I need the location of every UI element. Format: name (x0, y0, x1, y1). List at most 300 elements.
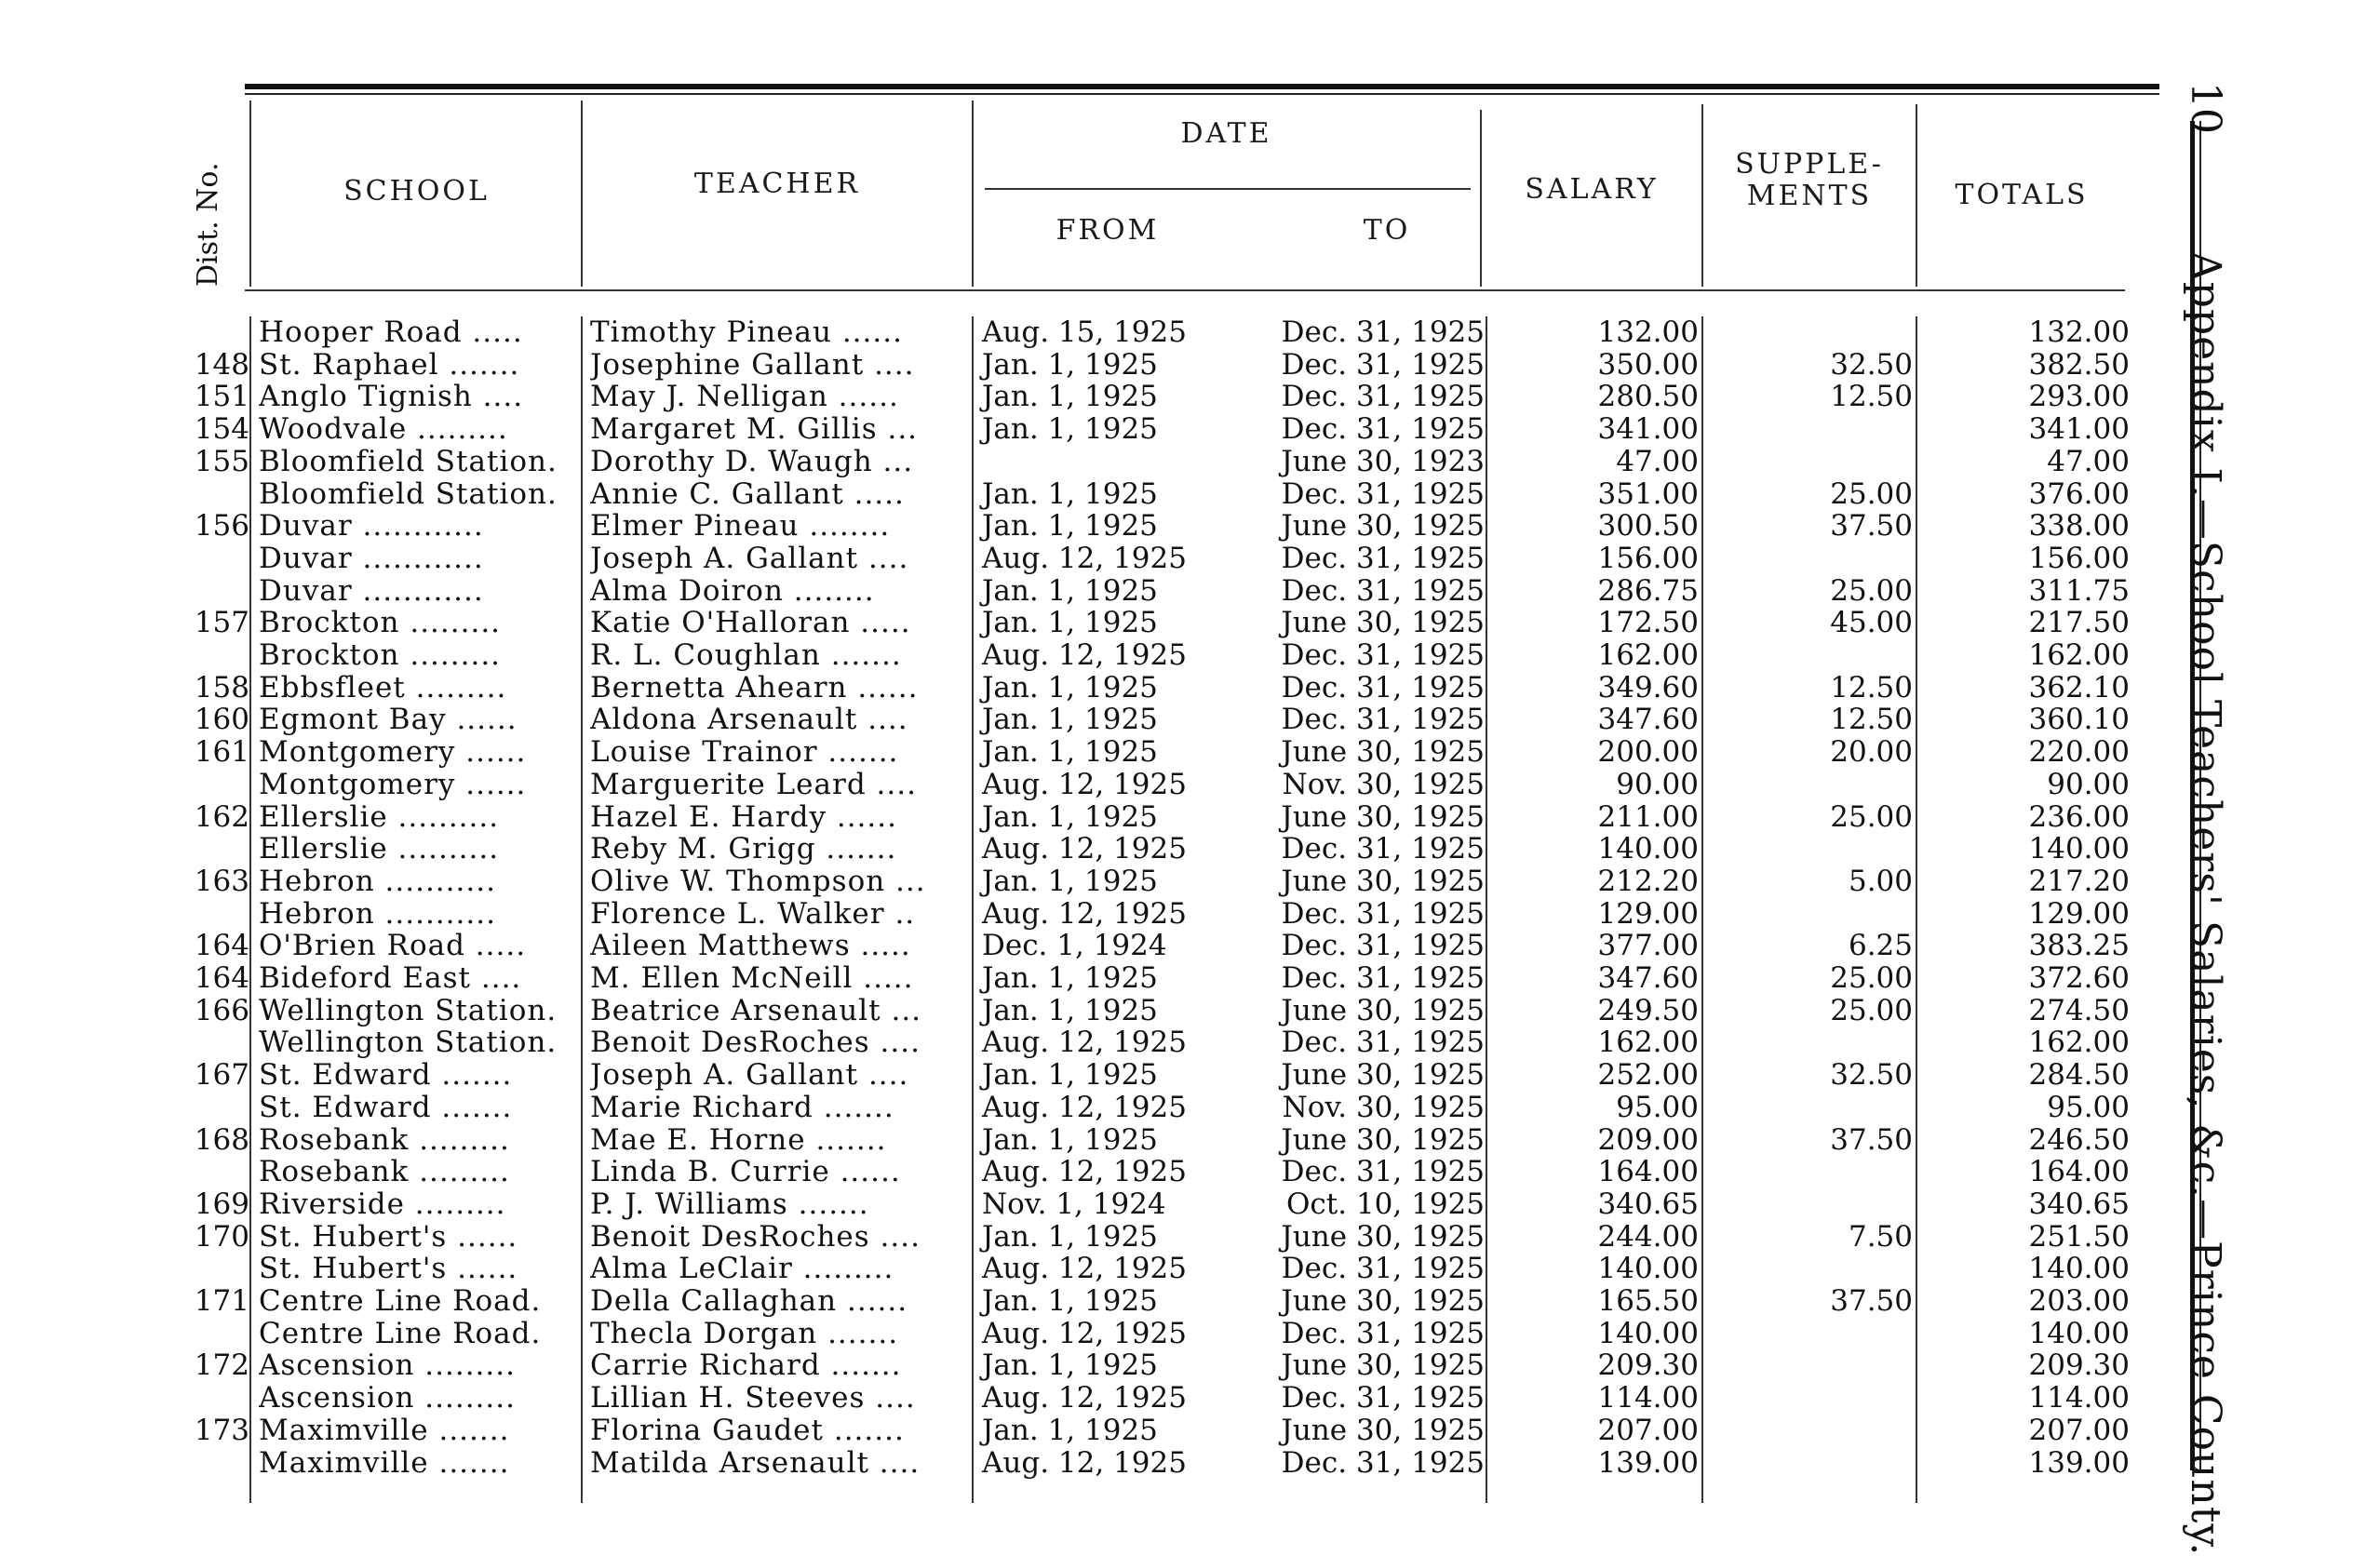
dist-no-cell: 169 (194, 1187, 249, 1221)
school-cell: Duvar ............ (259, 510, 484, 542)
salary-cell: 90.00 (1616, 768, 1699, 801)
date-from-cell: Jan. 1, 1925 (982, 671, 1158, 704)
header-divider-teacher (972, 101, 974, 287)
school-cell: Ellerslie .......... (259, 833, 500, 865)
total-cell: 376.00 (2028, 477, 2130, 511)
page-number: 10 (2182, 82, 2229, 134)
teacher-cell: Reby M. Grigg ....... (590, 833, 897, 865)
salary-cell: 47.00 (1616, 445, 1699, 478)
supplements-cell: 6.25 (1848, 929, 1913, 962)
supplements-cell: 7.50 (1848, 1220, 1913, 1254)
date-from-cell: Aug. 12, 1925 (982, 897, 1187, 931)
salary-cell: 244.00 (1597, 1220, 1699, 1254)
table-row (0, 478, 2141, 510)
header-dist-no: Dist. No. (192, 162, 224, 287)
date-from-cell: Aug. 12, 1925 (982, 542, 1187, 575)
school-cell: Hebron ........... (259, 865, 496, 897)
total-cell: 340.65 (2028, 1187, 2130, 1221)
salary-cell: 140.00 (1597, 832, 1699, 865)
total-cell: 338.00 (2028, 509, 2130, 543)
total-cell: 383.25 (2028, 929, 2130, 962)
teacher-cell: Bernetta Ahearn ...... (590, 672, 919, 704)
date-to-cell: Dec. 31, 1925 (1281, 1252, 1485, 1285)
dist-no-cell: 164 (194, 961, 249, 995)
header-salary: SALARY (1525, 173, 1659, 206)
salary-cell: 114.00 (1597, 1381, 1699, 1415)
total-cell: 362.10 (2028, 671, 2130, 704)
salary-cell: 351.00 (1597, 477, 1699, 511)
date-to-cell: Nov. 30, 1925 (1282, 768, 1485, 801)
school-cell: Ascension ......... (259, 1349, 516, 1381)
salary-cell: 207.00 (1597, 1414, 1699, 1447)
school-cell: Duvar ............ (259, 543, 484, 574)
supplements-cell: 37.50 (1830, 509, 1913, 543)
date-from-cell: Jan. 1, 1925 (982, 800, 1158, 834)
dist-no-cell: 170 (194, 1220, 249, 1254)
total-cell: 209.30 (2028, 1348, 2130, 1382)
top-rule-thin (245, 93, 2159, 95)
salary-cell: 156.00 (1597, 542, 1699, 575)
header-divider-date (1480, 110, 1482, 287)
supplements-cell: 37.50 (1830, 1284, 1913, 1318)
salary-cell: 139.00 (1597, 1446, 1699, 1480)
date-from-cell: Dec. 1, 1924 (982, 929, 1167, 962)
total-cell: 251.50 (2028, 1220, 2130, 1254)
date-from-cell: Jan. 1, 1925 (982, 735, 1158, 769)
supplements-cell: 5.00 (1848, 865, 1913, 898)
total-cell: 311.75 (2028, 574, 2130, 608)
table-row (0, 1156, 2141, 1187)
total-cell: 139.00 (2028, 1446, 2130, 1480)
salary-cell: 280.50 (1597, 380, 1699, 413)
salary-cell: 350.00 (1597, 348, 1699, 382)
teacher-cell: Carrie Richard ....... (590, 1349, 902, 1381)
date-to-cell: Dec. 31, 1925 (1281, 897, 1485, 931)
teacher-cell: Elmer Pineau ........ (590, 510, 891, 542)
date-to-cell: June 30, 1925 (1281, 735, 1485, 769)
table-row (0, 704, 2141, 735)
header-teacher: TEACHER (693, 168, 861, 200)
supplements-cell: 12.50 (1830, 671, 1913, 704)
teacher-cell: Joseph A. Gallant .... (590, 543, 909, 574)
date-to-cell: June 30, 1925 (1281, 1284, 1485, 1318)
total-cell: 203.00 (2028, 1284, 2130, 1318)
date-to-cell: Dec. 31, 1925 (1281, 348, 1485, 382)
school-cell: Maximville ....... (259, 1415, 510, 1446)
teacher-cell: Alma LeClair ......... (590, 1253, 894, 1284)
header-divider-supplements (1916, 104, 1917, 287)
table-row (0, 316, 2141, 348)
teacher-cell: Mae E. Horne ....... (590, 1124, 887, 1156)
header-from: FROM (1056, 214, 1160, 247)
header-school: SCHOOL (343, 175, 490, 208)
table-row (0, 1349, 2141, 1381)
dist-no-cell: 172 (194, 1348, 249, 1382)
date-from-cell: Jan. 1, 1925 (982, 1058, 1158, 1092)
supplements-cell: 25.00 (1830, 477, 1913, 511)
table-row (0, 413, 2141, 445)
teacher-cell: Aldona Arsenault .... (590, 704, 908, 735)
date-to-cell: Oct. 10, 1925 (1286, 1187, 1485, 1221)
supplements-cell: 25.00 (1830, 961, 1913, 995)
table-row (0, 1026, 2141, 1058)
school-cell: St. Raphael ....... (259, 349, 520, 381)
salary-cell: 347.60 (1597, 703, 1699, 736)
date-from-cell: Aug. 12, 1925 (982, 1155, 1187, 1188)
dist-no-cell: 168 (194, 1123, 249, 1157)
date-to-cell: June 30, 1925 (1281, 1414, 1485, 1447)
table-row (0, 1059, 2141, 1091)
table-row (0, 736, 2141, 768)
dist-no-cell: 154 (194, 412, 249, 446)
salary-cell: 162.00 (1597, 638, 1699, 672)
teacher-cell: Aileen Matthews ..... (590, 930, 911, 961)
header-supplements-line2: MENTS (1746, 180, 1873, 212)
table-row (0, 1318, 2141, 1349)
header-divider-salary (1701, 104, 1703, 287)
date-from-cell: Jan. 1, 1925 (982, 412, 1158, 446)
total-cell: 140.00 (2028, 1317, 2130, 1350)
school-cell: Centre Line Road. (259, 1318, 542, 1349)
running-head: Appendix I.—School Teachers' Salaries, &c.—Prince County. (2182, 251, 2229, 1556)
school-cell: Woodvale ......... (259, 413, 508, 445)
school-cell: Montgomery ...... (259, 736, 527, 768)
dist-no-cell: 171 (194, 1284, 249, 1318)
date-from-cell: Aug. 12, 1925 (982, 832, 1187, 865)
date-to-cell: Dec. 31, 1925 (1281, 315, 1485, 349)
date-to-cell: Dec. 31, 1925 (1281, 380, 1485, 413)
teacher-cell: Margaret M. Gillis ... (590, 413, 919, 445)
date-from-cell: Aug. 12, 1925 (982, 1446, 1187, 1480)
table-row (0, 639, 2141, 671)
total-cell: 284.50 (2028, 1058, 2130, 1092)
total-cell: 114.00 (2028, 1381, 2130, 1415)
total-cell: 140.00 (2028, 832, 2130, 865)
school-cell: Hooper Road ..... (259, 316, 523, 348)
teacher-cell: Florence L. Walker .. (590, 898, 916, 930)
salary-cell: 200.00 (1597, 735, 1699, 769)
date-to-cell: Dec. 31, 1925 (1281, 542, 1485, 575)
salary-cell: 162.00 (1597, 1026, 1699, 1059)
salary-cell: 140.00 (1597, 1317, 1699, 1350)
teacher-cell: M. Ellen McNeill ..... (590, 962, 914, 994)
salary-cell: 132.00 (1597, 315, 1699, 349)
total-cell: 236.00 (2028, 800, 2130, 834)
salary-cell: 286.75 (1597, 574, 1699, 608)
school-cell: Ellerslie .......... (259, 801, 500, 833)
total-cell: 360.10 (2028, 703, 2130, 736)
salary-cell: 209.30 (1597, 1348, 1699, 1382)
total-cell: 164.00 (2028, 1155, 2130, 1188)
salary-cell: 300.50 (1597, 509, 1699, 543)
header-bottom-rule (245, 289, 2125, 291)
total-cell: 90.00 (2047, 768, 2130, 801)
table-row (0, 962, 2141, 994)
teacher-cell: Joseph A. Gallant .... (590, 1059, 909, 1091)
total-cell: 217.20 (2028, 865, 2130, 898)
salary-cell: 347.60 (1597, 961, 1699, 995)
school-cell: St. Edward ....... (259, 1092, 513, 1123)
salary-cell: 340.65 (1597, 1187, 1699, 1221)
date-from-cell: Aug. 12, 1925 (982, 1026, 1187, 1059)
dist-no-cell: 148 (194, 348, 249, 382)
teacher-cell: Linda B. Currie ...... (590, 1156, 901, 1187)
date-from-cell: Jan. 1, 1925 (982, 961, 1158, 995)
date-from-cell: Aug. 12, 1925 (982, 768, 1187, 801)
table-row (0, 607, 2141, 638)
school-cell: Brockton ......... (259, 639, 502, 671)
dist-no-cell: 166 (194, 994, 249, 1027)
school-cell: Riverside ......... (259, 1188, 506, 1220)
supplements-cell: 25.00 (1830, 574, 1913, 608)
total-cell: 293.00 (2028, 380, 2130, 413)
salary-cell: 164.00 (1597, 1155, 1699, 1188)
dist-no-cell: 161 (194, 735, 249, 769)
teacher-cell: Beatrice Arsenault ... (590, 995, 922, 1026)
table-row (0, 1382, 2141, 1414)
table-row (0, 930, 2141, 961)
date-subheader-rule (985, 188, 1471, 190)
teacher-cell: Benoit DesRoches .... (590, 1026, 921, 1058)
teacher-cell: Marie Richard ....... (590, 1092, 894, 1123)
total-cell: 274.50 (2028, 994, 2130, 1027)
date-to-cell: Dec. 31, 1925 (1281, 574, 1485, 608)
table-row (0, 1447, 2141, 1479)
table-row (0, 769, 2141, 800)
date-to-cell: Dec. 31, 1925 (1281, 1317, 1485, 1350)
school-cell: St. Hubert's ...... (259, 1221, 518, 1253)
date-from-cell: Jan. 1, 1925 (982, 1220, 1158, 1254)
table-row (0, 575, 2141, 607)
table-row (0, 1124, 2141, 1156)
school-cell: Egmont Bay ...... (259, 704, 518, 735)
salary-cell: 209.00 (1597, 1123, 1699, 1157)
school-cell: Rosebank ......... (259, 1156, 510, 1187)
date-to-cell: June 30, 1925 (1281, 800, 1485, 834)
total-cell: 207.00 (2028, 1414, 2130, 1447)
salary-cell: 129.00 (1597, 897, 1699, 931)
date-from-cell: Aug. 12, 1925 (982, 1317, 1187, 1350)
table-row (0, 1253, 2141, 1284)
teacher-cell: Josephine Gallant .... (590, 349, 915, 381)
table-row (0, 898, 2141, 930)
teacher-cell: Timothy Pineau ...... (590, 316, 903, 348)
school-cell: Bloomfield Station. (259, 478, 558, 510)
school-cell: Duvar ............ (259, 575, 484, 607)
total-cell: 372.60 (2028, 961, 2130, 995)
teacher-cell: Katie O'Halloran ..... (590, 607, 911, 638)
date-from-cell: Aug. 12, 1925 (982, 1091, 1187, 1124)
date-to-cell: June 30, 1925 (1281, 1348, 1485, 1382)
table-row (0, 510, 2141, 542)
total-cell: 95.00 (2047, 1091, 2130, 1124)
teacher-cell: Alma Doiron ........ (590, 575, 875, 607)
salary-cell: 249.50 (1597, 994, 1699, 1027)
teacher-cell: Dorothy D. Waugh ... (590, 446, 914, 477)
date-to-cell: Dec. 31, 1925 (1281, 671, 1485, 704)
date-to-cell: June 30, 1925 (1281, 994, 1485, 1027)
header-supplements (1706, 149, 1913, 212)
header-totals: TOTALS (1955, 179, 2089, 211)
teacher-cell: Marguerite Leard .... (590, 769, 917, 800)
table-row (0, 1188, 2141, 1220)
table-row (0, 865, 2141, 897)
date-to-cell: Dec. 31, 1925 (1281, 1026, 1485, 1059)
teacher-cell: P. J. Williams ....... (590, 1188, 869, 1220)
header-to: TO (1363, 214, 1411, 247)
date-to-cell: June 30, 1925 (1281, 1123, 1485, 1157)
date-to-cell: Nov. 30, 1925 (1282, 1091, 1485, 1124)
date-from-cell: Aug. 12, 1925 (982, 638, 1187, 672)
salary-cell: 349.60 (1597, 671, 1699, 704)
date-to-cell: Dec. 31, 1925 (1281, 1381, 1485, 1415)
table-row (0, 833, 2141, 865)
date-to-cell: Dec. 31, 1925 (1281, 961, 1485, 995)
date-to-cell: June 30, 1925 (1281, 1220, 1485, 1254)
teacher-cell: Della Callaghan ...... (590, 1285, 908, 1317)
table-row (0, 1221, 2141, 1253)
supplements-cell: 25.00 (1830, 800, 1913, 834)
dist-no-cell: 173 (194, 1414, 249, 1447)
dist-no-cell: 157 (194, 606, 249, 639)
date-from-cell: Aug. 12, 1925 (982, 1252, 1187, 1285)
total-cell: 220.00 (2028, 735, 2130, 769)
table-row (0, 1092, 2141, 1123)
school-cell: Anglo Tignish .... (259, 381, 524, 412)
school-cell: Bideford East .... (259, 962, 522, 994)
school-cell: St. Hubert's ...... (259, 1253, 518, 1284)
table-row (0, 446, 2141, 477)
supplements-cell: 12.50 (1830, 703, 1913, 736)
table-row (0, 381, 2141, 412)
teacher-cell: Florina Gaudet ....... (590, 1415, 905, 1446)
date-from-cell: Aug. 15, 1925 (982, 315, 1187, 349)
teacher-cell: May J. Nelligan ...... (590, 381, 899, 412)
table-row (0, 1285, 2141, 1317)
supplements-cell: 32.50 (1830, 348, 1913, 382)
date-to-cell: Dec. 31, 1925 (1281, 1155, 1485, 1188)
table-row (0, 672, 2141, 704)
total-cell: 246.50 (2028, 1123, 2130, 1157)
total-cell: 382.50 (2028, 348, 2130, 382)
total-cell: 341.00 (2028, 412, 2130, 446)
date-to-cell: Dec. 31, 1925 (1281, 929, 1485, 962)
supplements-cell: 32.50 (1830, 1058, 1913, 1092)
total-cell: 140.00 (2028, 1252, 2130, 1285)
school-cell: Centre Line Road. (259, 1285, 542, 1317)
date-from-cell: Aug. 12, 1925 (982, 1381, 1187, 1415)
teacher-cell: Lillian H. Steeves .... (590, 1382, 916, 1414)
dist-no-cell: 155 (194, 445, 249, 478)
school-cell: Montgomery ...... (259, 769, 527, 800)
supplements-cell: 45.00 (1830, 606, 1913, 639)
teacher-cell: Hazel E. Hardy ...... (590, 801, 897, 833)
salary-cell: 212.20 (1597, 865, 1699, 898)
date-from-cell: Jan. 1, 1925 (982, 865, 1158, 898)
date-to-cell: June 30, 1925 (1281, 606, 1485, 639)
school-cell: Rosebank ......... (259, 1124, 510, 1156)
total-cell: 162.00 (2028, 638, 2130, 672)
top-rule-heavy (245, 84, 2159, 89)
date-from-cell: Jan. 1, 1925 (982, 1123, 1158, 1157)
date-from-cell: Jan. 1, 1925 (982, 1414, 1158, 1447)
teacher-cell: R. L. Coughlan ....... (590, 639, 902, 671)
salary-cell: 95.00 (1616, 1091, 1699, 1124)
table-row (0, 995, 2141, 1026)
dist-no-cell: 162 (194, 800, 249, 834)
school-cell: Ascension ......... (259, 1382, 516, 1414)
date-to-cell: Dec. 31, 1925 (1281, 832, 1485, 865)
teacher-cell: Louise Trainor ....... (590, 736, 899, 768)
total-cell: 132.00 (2028, 315, 2130, 349)
dist-no-cell: 163 (194, 865, 249, 898)
school-cell: Brockton ......... (259, 607, 502, 638)
total-cell: 162.00 (2028, 1026, 2130, 1059)
date-from-cell: Nov. 1, 1924 (982, 1187, 1166, 1221)
date-to-cell: Dec. 31, 1925 (1281, 638, 1485, 672)
date-from-cell: Jan. 1, 1925 (982, 1284, 1158, 1318)
dist-no-cell: 151 (194, 380, 249, 413)
salary-cell: 211.00 (1597, 800, 1699, 834)
salary-cell: 140.00 (1597, 1252, 1699, 1285)
date-from-cell: Jan. 1, 1925 (982, 574, 1158, 608)
date-from-cell: Jan. 1, 1925 (982, 477, 1158, 511)
supplements-cell: 25.00 (1830, 994, 1913, 1027)
salary-cell: 377.00 (1597, 929, 1699, 962)
dist-no-cell: 164 (194, 929, 249, 962)
school-cell: Maximville ....... (259, 1447, 510, 1479)
date-to-cell: Dec. 31, 1925 (1281, 703, 1485, 736)
date-from-cell: Jan. 1, 1925 (982, 348, 1158, 382)
school-cell: O'Brien Road ..... (259, 930, 527, 961)
header-divider-school (581, 101, 583, 287)
total-cell: 156.00 (2028, 542, 2130, 575)
date-to-cell: Dec. 31, 1925 (1281, 412, 1485, 446)
teacher-cell: Olive W. Thompson ... (590, 865, 926, 897)
total-cell: 129.00 (2028, 897, 2130, 931)
school-cell: Wellington Station. (259, 1026, 558, 1058)
header-divider-dist (249, 101, 251, 287)
dist-no-cell: 167 (194, 1058, 249, 1092)
supplements-cell: 12.50 (1830, 380, 1913, 413)
teacher-cell: Matilda Arsenault .... (590, 1447, 921, 1479)
total-cell: 47.00 (2047, 445, 2130, 478)
dist-no-cell: 156 (194, 509, 249, 543)
teacher-cell: Annie C. Gallant ..... (590, 478, 905, 510)
date-to-cell: Dec. 31, 1925 (1281, 477, 1485, 511)
date-to-cell: June 30, 1925 (1281, 509, 1485, 543)
date-from-cell: Jan. 1, 1925 (982, 380, 1158, 413)
supplements-cell: 20.00 (1830, 735, 1913, 769)
school-cell: St. Edward ....... (259, 1059, 513, 1091)
school-cell: Bloomfield Station. (259, 446, 558, 477)
table-row (0, 1415, 2141, 1446)
date-to-cell: June 30, 1925 (1281, 865, 1485, 898)
date-from-cell: Jan. 1, 1925 (982, 606, 1158, 639)
dist-no-cell: 160 (194, 703, 249, 736)
school-cell: Hebron ........... (259, 898, 496, 930)
school-cell: Ebbsfleet ......... (259, 672, 507, 704)
table-row (0, 543, 2141, 574)
table-row (0, 801, 2141, 833)
salary-cell: 252.00 (1597, 1058, 1699, 1092)
date-from-cell: Jan. 1, 1925 (982, 703, 1158, 736)
salary-cell: 165.50 (1597, 1284, 1699, 1318)
header-date: DATE (1180, 117, 1272, 150)
salary-cell: 341.00 (1597, 412, 1699, 446)
supplements-cell: 37.50 (1830, 1123, 1913, 1157)
date-to-cell: June 30, 1925 (1281, 1058, 1485, 1092)
